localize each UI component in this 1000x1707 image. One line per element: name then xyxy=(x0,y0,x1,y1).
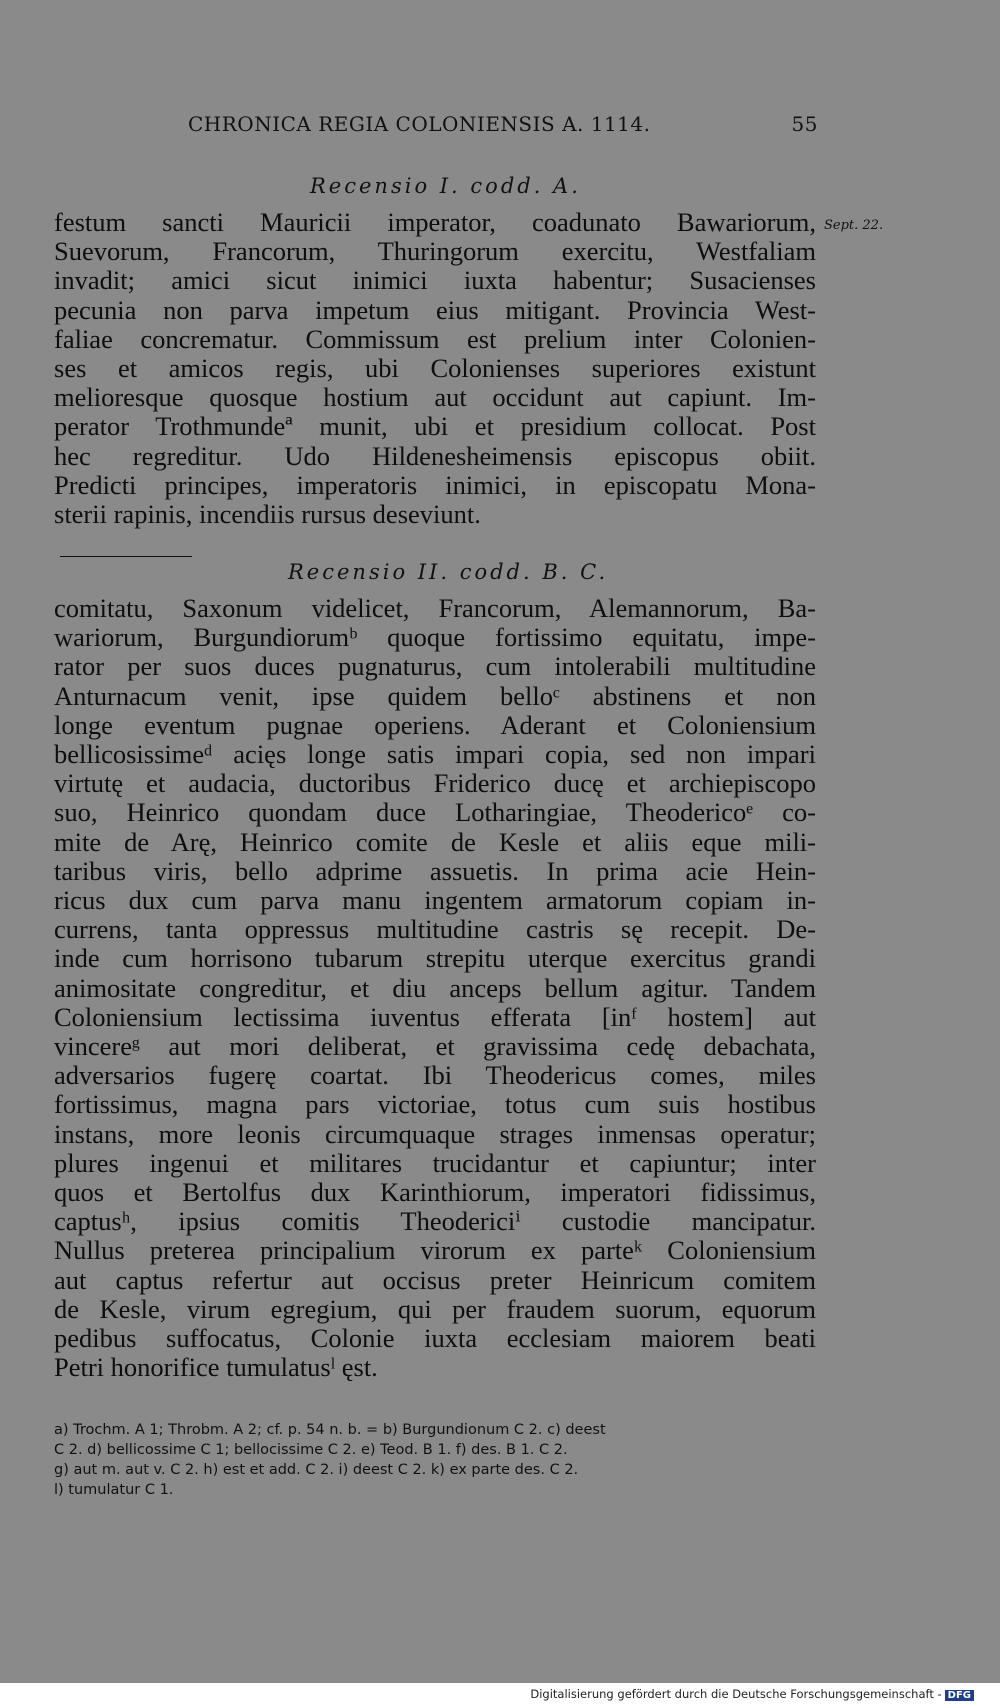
text-line: virtutę et audacia, ductoribus Friderico ducę et archiepiscopo xyxy=(54,768,816,799)
text-line: Predicti principes, imperatoris inimici, in episcopatu Mona- xyxy=(54,469,816,500)
text-line: captusʰ, ipsius comitis Theodericiⁱ custodie mancipatur. xyxy=(54,1206,816,1237)
footnote-line: a) Trochm. A 1; Throbm. A 2; cf. p. 54 n. b. = b) Burgundionum C 2. c) deest xyxy=(54,1422,606,1438)
text-line: inde cum horrisono tubarum strepitu uterque exercitus grandi xyxy=(54,943,816,974)
text-line: festum sancti Mauricii imperator, coadunato Bawariorum, xyxy=(54,207,816,237)
margin-date-note: Sept. 22. xyxy=(824,218,884,233)
text-line: quos et Bertolfus dux Karinthiorum, imperatori fidissimus, xyxy=(54,1177,816,1208)
text-line: adversarios fugerę coartat. Ibi Theodericus comes, miles xyxy=(54,1060,816,1091)
text-line: aut captus refertur aut occisus preter Heinricum comitem xyxy=(54,1264,816,1295)
text-line: longe eventum pugnae operiens. Aderant et Coloniensium xyxy=(54,709,816,740)
text-line: Anturnacum venit, ipse quidem belloᶜ abstinens et non xyxy=(54,680,816,711)
text-line: taribus viris, bello adprime assuetis. In prima acie Hein- xyxy=(54,855,816,886)
text-line: rator per suos duces pugnaturus, cum intolerabili multitudine xyxy=(54,651,816,682)
text-line: pedibus suffocatus, Colonie iuxta ecclesiam maiorem beati xyxy=(54,1323,816,1354)
text-line: wariorum, Burgundiorumᵇ quoque fortissimo equitatu, impe- xyxy=(54,622,816,653)
text-line: faliae concrematur. Commissum est prelium inter Colonien- xyxy=(54,323,816,354)
recensio-2-heading: Recensio II. codd. B. C. xyxy=(288,560,609,584)
footnote-line: l) tumulatur C 1. xyxy=(54,1482,174,1498)
text-line: instans, more leonis circumquaque strages inmensas operatur; xyxy=(54,1118,816,1149)
recensio-1-heading: Recensio I. codd. A. xyxy=(310,174,581,198)
footnote-line: g) aut m. aut v. C 2. h) est et add. C 2. i) deest C 2. k) ex parte des. C 2. xyxy=(54,1462,579,1478)
text-line: bellicosissimeᵈ acięs longe satis impari copia, sed non impari xyxy=(54,739,816,770)
text-line: currens, tanta oppressus multitudine castris sę recepit. De- xyxy=(54,914,816,945)
section-divider xyxy=(60,556,192,557)
text-line: plures ingenui et militares trucidantur et capiuntur; inter xyxy=(54,1147,816,1178)
text-line: vincereᵍ aut mori deliberat, et gravissima cedę debachata, xyxy=(54,1031,816,1062)
running-title: CHRONICA REGIA COLONIENSIS A. 1114. xyxy=(188,112,651,136)
text-line: melioresque quosque hostium aut occidunt aut capiunt. Im- xyxy=(54,382,816,413)
text-line: de Kesle, virum egregium, qui per fraudem suorum, equorum xyxy=(54,1293,816,1324)
text-line: invadit; amici sicut inimici iuxta habentur; Susacienses xyxy=(54,265,816,296)
footnotes xyxy=(54,1420,816,1500)
footnote-line: C 2. d) bellicossime C 1; bellocissime C 2. e) Teod. B 1. f) des. B 1. C 2. xyxy=(54,1442,568,1458)
text-line: fortissimus, magna pars victoriae, totus cum suis hostibus xyxy=(54,1089,816,1120)
text-line: ses et amicos regis, ubi Colonienses superiores existunt xyxy=(54,353,816,384)
digitization-credit xyxy=(530,1687,974,1701)
text-line: Suevorum, Francorum, Thuringorum exercitu, Westfaliam xyxy=(54,236,816,267)
text-line: Petri honorifice tumulatusˡ ęst. xyxy=(54,1352,378,1383)
dfg-logo: DFG xyxy=(945,1690,974,1701)
recensio-2-text xyxy=(54,594,816,1382)
text-line: ricus dux cum parva manu ingentem armatorum copiam in- xyxy=(54,885,816,916)
recensio-1-text xyxy=(54,208,816,529)
text-line: comitatu, Saxonum videlicet, Francorum, Alemannorum, Ba- xyxy=(54,593,816,623)
text-line: hec regreditur. Udo Hildenesheimensis episcopus obiit. xyxy=(54,440,816,471)
text-line: perator Trothmundeª munit, ubi et presidium collocat. Post xyxy=(54,411,816,442)
text-line: sterii rapinis, incendiis rursus deseviunt. xyxy=(54,499,481,530)
text-line: suo, Heinrico quondam duce Lotharingiae, Theodericoᵉ co- xyxy=(54,797,816,828)
text-line: mite de Arę, Heinrico comite de Kesle et aliis eque mili- xyxy=(54,826,816,857)
text-line: Nullus preterea principalium virorum ex parteᵏ Coloniensium xyxy=(54,1235,816,1266)
text-line: animositate congreditur, et diu anceps bellum agitur. Tandem xyxy=(54,972,816,1003)
text-line: Coloniensium lectissima iuventus efferata [inᶠ hostem] aut xyxy=(54,1001,816,1032)
credit-text: Digitalisierung gefördert durch die Deutsche Forschungsgemeinschaft - xyxy=(530,1687,942,1701)
page-number: 55 xyxy=(791,112,818,136)
text-line: pecunia non parva impetum eius mitigant. Provincia West- xyxy=(54,294,816,325)
